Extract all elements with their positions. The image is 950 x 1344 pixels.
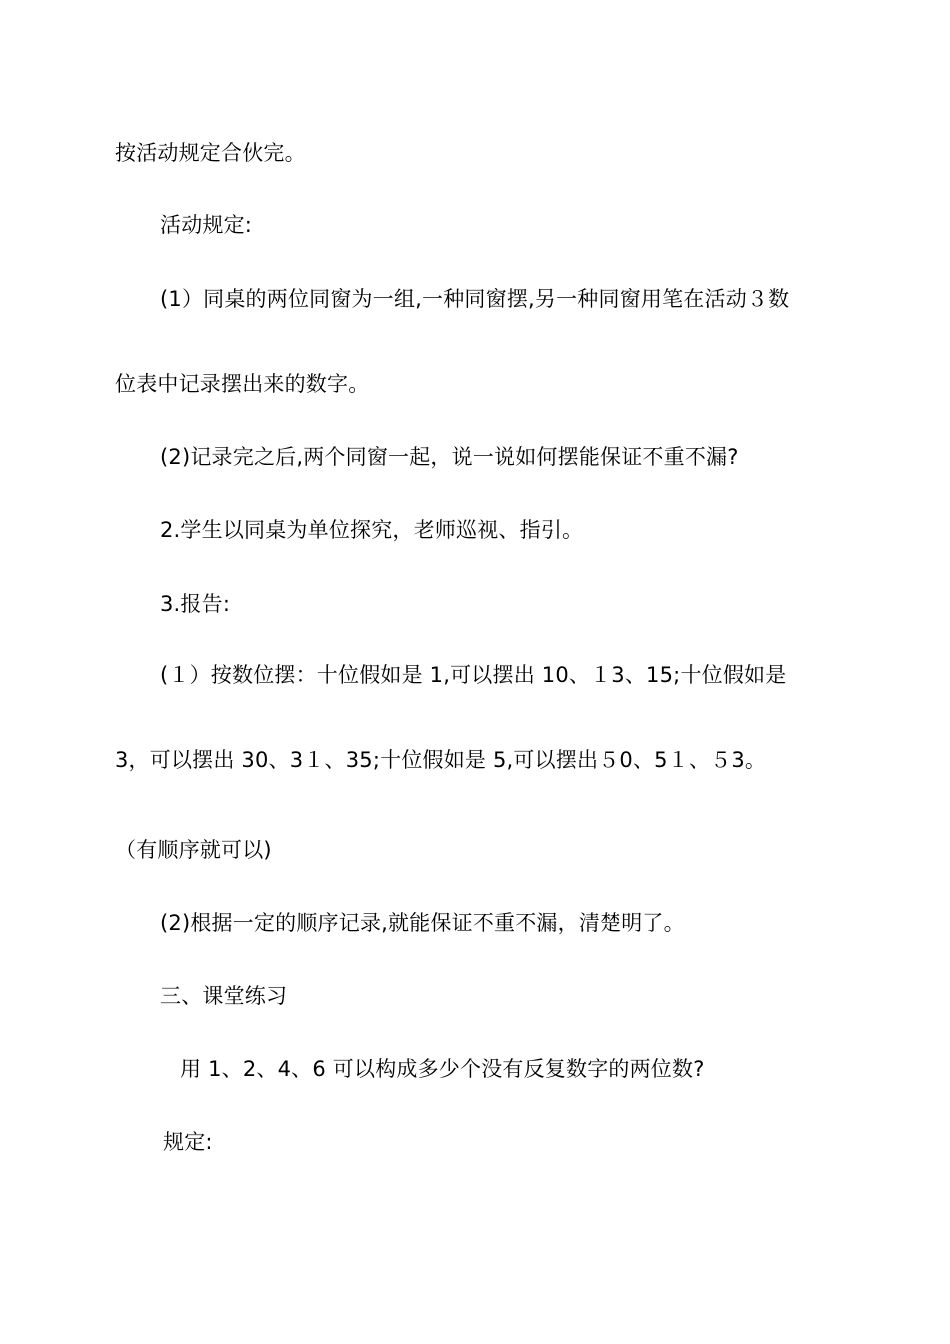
text-line-continuation: 按活动规定合伙完。 bbox=[115, 141, 306, 165]
text-line-report-1-continued: 3，可以摆出 30、3１、35;十位假如是 5,可以摆出５0、5１、５3。 bbox=[115, 748, 767, 772]
text-line-rule-2: (2)记录完之后,两个同窗一起，说一说如何摆能保证不重不漏? bbox=[160, 445, 739, 469]
text-line-report-1: (１）按数位摆：十位假如是 1,可以摆出 10、１3、15;十位假如是 bbox=[160, 663, 787, 687]
text-line-activity-rules-heading: 活动规定: bbox=[160, 213, 253, 237]
text-line-step-2: 2.学生以同桌为单位探究，老师巡视、指引。 bbox=[160, 518, 584, 542]
text-line-rule-1: (1）同桌的两位同窗为一组,一种同窗摆,另一种同窗用笔在活动３数 bbox=[160, 287, 790, 311]
text-line-step-3-heading: 3.报告: bbox=[160, 592, 231, 616]
text-line-requirements: 规定: bbox=[163, 1130, 213, 1154]
text-line-rule-1-continued: 位表中记录摆出来的数字。 bbox=[115, 372, 370, 396]
section-heading-practice: 三、课堂练习 bbox=[160, 984, 288, 1008]
text-line-practice-question: 用 1、2、4、6 可以构成多少个没有反复数字的两位数? bbox=[180, 1057, 705, 1081]
text-line-report-2: (2)根据一定的顺序记录,就能保证不重不漏，清楚明了。 bbox=[160, 911, 685, 935]
text-line-report-note: （有顺序就可以) bbox=[115, 838, 272, 862]
